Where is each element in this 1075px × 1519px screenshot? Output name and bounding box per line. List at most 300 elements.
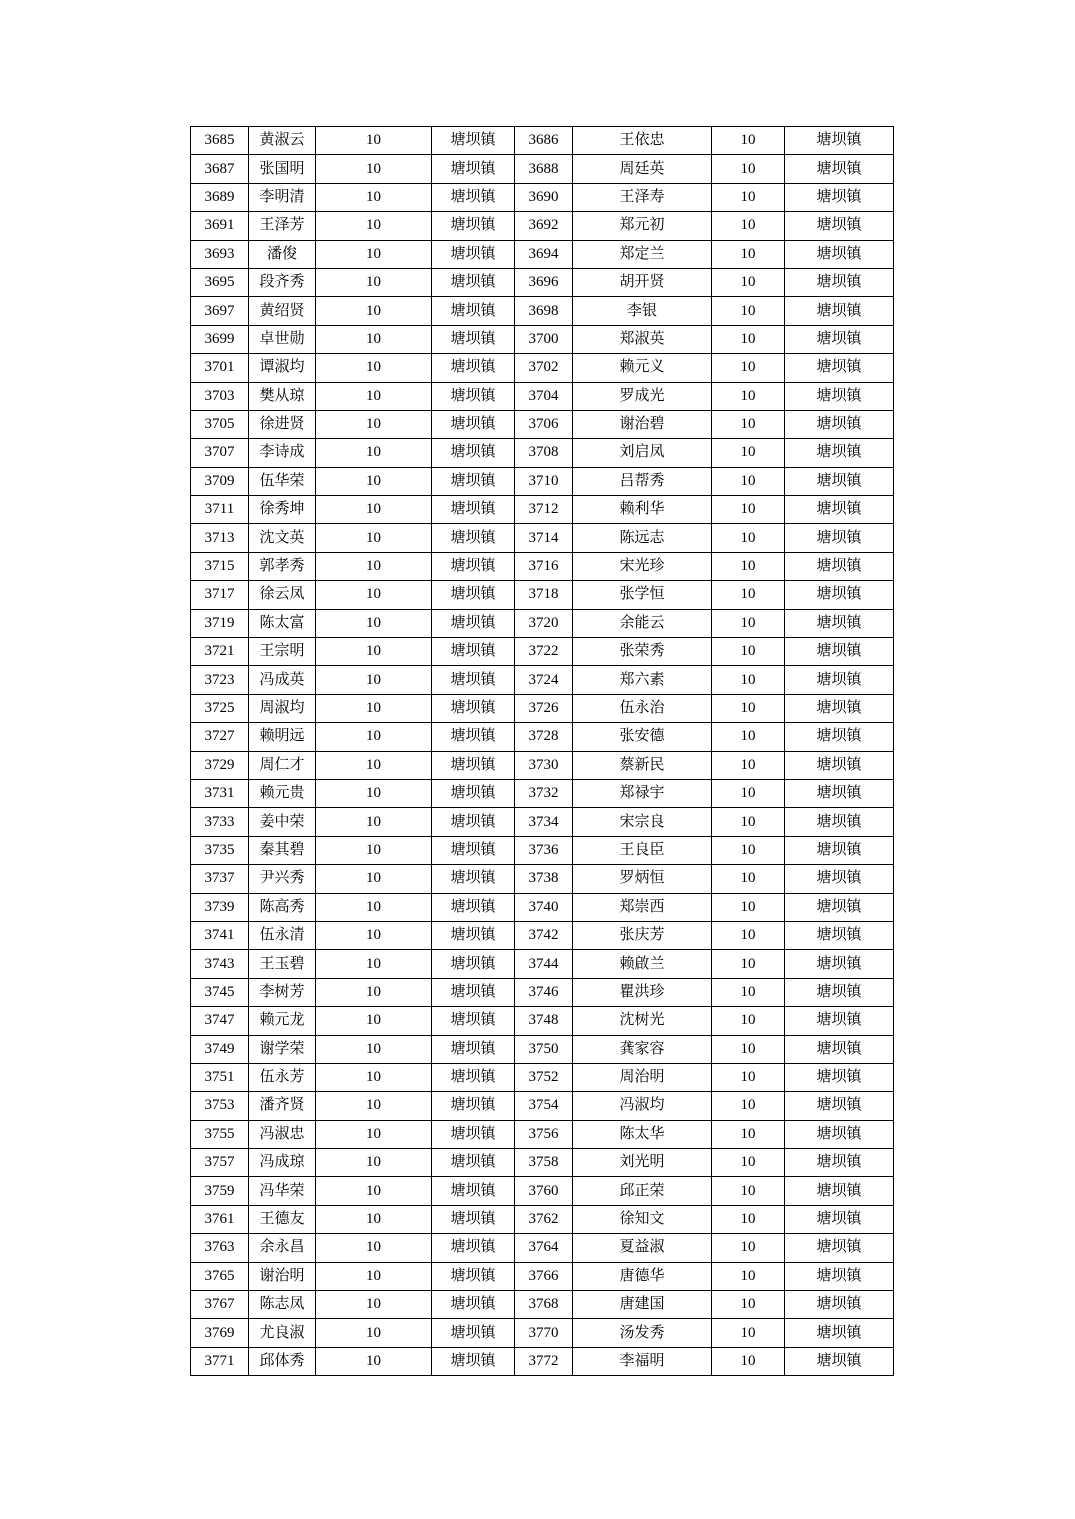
name-cell: 余永昌 xyxy=(249,1234,316,1262)
row-id-cell: 3764 xyxy=(515,1234,573,1262)
table-row xyxy=(191,865,894,893)
town-cell: 塘坝镇 xyxy=(432,723,515,751)
amount-cell: 10 xyxy=(712,1035,785,1063)
town-cell: 塘坝镇 xyxy=(432,808,515,836)
row-id-cell: 3704 xyxy=(515,382,573,410)
name-cell: 段齐秀 xyxy=(249,268,316,296)
amount-cell: 10 xyxy=(712,1149,785,1177)
amount-cell: 10 xyxy=(316,297,432,325)
row-id-cell: 3724 xyxy=(515,666,573,694)
amount-cell: 10 xyxy=(712,212,785,240)
amount-cell: 10 xyxy=(316,1035,432,1063)
table-row xyxy=(191,354,894,382)
amount-cell: 10 xyxy=(712,410,785,438)
table-row xyxy=(191,439,894,467)
town-cell: 塘坝镇 xyxy=(785,836,894,864)
town-cell: 塘坝镇 xyxy=(785,723,894,751)
town-cell: 塘坝镇 xyxy=(785,212,894,240)
town-cell: 塘坝镇 xyxy=(785,240,894,268)
row-id-cell: 3759 xyxy=(191,1177,249,1205)
amount-cell: 10 xyxy=(316,1205,432,1233)
town-cell: 塘坝镇 xyxy=(432,893,515,921)
town-cell: 塘坝镇 xyxy=(785,921,894,949)
name-cell: 王泽芳 xyxy=(249,212,316,240)
table-row xyxy=(191,1035,894,1063)
name-cell: 郑淑英 xyxy=(573,325,712,353)
amount-cell: 10 xyxy=(316,439,432,467)
row-id-cell: 3750 xyxy=(515,1035,573,1063)
town-cell: 塘坝镇 xyxy=(785,268,894,296)
amount-cell: 10 xyxy=(316,666,432,694)
town-cell: 塘坝镇 xyxy=(432,751,515,779)
name-cell: 谢治碧 xyxy=(573,410,712,438)
row-id-cell: 3769 xyxy=(191,1319,249,1347)
amount-cell: 10 xyxy=(712,751,785,779)
amount-cell: 10 xyxy=(712,155,785,183)
table-row xyxy=(191,893,894,921)
town-cell: 塘坝镇 xyxy=(432,836,515,864)
town-cell: 塘坝镇 xyxy=(785,382,894,410)
row-id-cell: 3709 xyxy=(191,467,249,495)
roster-table-body xyxy=(191,127,894,1376)
town-cell: 塘坝镇 xyxy=(785,638,894,666)
name-cell: 周廷英 xyxy=(573,155,712,183)
row-id-cell: 3731 xyxy=(191,779,249,807)
row-id-cell: 3766 xyxy=(515,1262,573,1290)
town-cell: 塘坝镇 xyxy=(785,467,894,495)
name-cell: 陈太富 xyxy=(249,609,316,637)
town-cell: 塘坝镇 xyxy=(432,552,515,580)
amount-cell: 10 xyxy=(316,1149,432,1177)
town-cell: 塘坝镇 xyxy=(432,1319,515,1347)
table-row xyxy=(191,1319,894,1347)
name-cell: 余能云 xyxy=(573,609,712,637)
amount-cell: 10 xyxy=(316,1177,432,1205)
amount-cell: 10 xyxy=(316,581,432,609)
row-id-cell: 3765 xyxy=(191,1262,249,1290)
amount-cell: 10 xyxy=(712,723,785,751)
name-cell: 周仁才 xyxy=(249,751,316,779)
amount-cell: 10 xyxy=(712,1120,785,1148)
table-row xyxy=(191,552,894,580)
row-id-cell: 3701 xyxy=(191,354,249,382)
roster-table xyxy=(190,126,894,1376)
row-id-cell: 3744 xyxy=(515,950,573,978)
town-cell: 塘坝镇 xyxy=(785,609,894,637)
town-cell: 塘坝镇 xyxy=(432,410,515,438)
amount-cell: 10 xyxy=(712,354,785,382)
town-cell: 塘坝镇 xyxy=(432,212,515,240)
amount-cell: 10 xyxy=(316,1092,432,1120)
table-row xyxy=(191,1291,894,1319)
amount-cell: 10 xyxy=(712,496,785,524)
row-id-cell: 3705 xyxy=(191,410,249,438)
amount-cell: 10 xyxy=(316,410,432,438)
town-cell: 塘坝镇 xyxy=(432,694,515,722)
amount-cell: 10 xyxy=(712,609,785,637)
amount-cell: 10 xyxy=(712,865,785,893)
row-id-cell: 3736 xyxy=(515,836,573,864)
amount-cell: 10 xyxy=(316,212,432,240)
amount-cell: 10 xyxy=(316,978,432,1006)
town-cell: 塘坝镇 xyxy=(432,1291,515,1319)
row-id-cell: 3754 xyxy=(515,1092,573,1120)
row-id-cell: 3725 xyxy=(191,694,249,722)
amount-cell: 10 xyxy=(316,268,432,296)
name-cell: 黄绍贤 xyxy=(249,297,316,325)
row-id-cell: 3730 xyxy=(515,751,573,779)
row-id-cell: 3728 xyxy=(515,723,573,751)
amount-cell: 10 xyxy=(712,808,785,836)
row-id-cell: 3745 xyxy=(191,978,249,1006)
town-cell: 塘坝镇 xyxy=(432,297,515,325)
row-id-cell: 3690 xyxy=(515,183,573,211)
row-id-cell: 3739 xyxy=(191,893,249,921)
row-id-cell: 3733 xyxy=(191,808,249,836)
table-row xyxy=(191,779,894,807)
row-id-cell: 3729 xyxy=(191,751,249,779)
name-cell: 吕帮秀 xyxy=(573,467,712,495)
name-cell: 李树芳 xyxy=(249,978,316,1006)
amount-cell: 10 xyxy=(712,779,785,807)
amount-cell: 10 xyxy=(712,467,785,495)
row-id-cell: 3762 xyxy=(515,1205,573,1233)
amount-cell: 10 xyxy=(712,978,785,1006)
row-id-cell: 3713 xyxy=(191,524,249,552)
name-cell: 陈志凤 xyxy=(249,1291,316,1319)
amount-cell: 10 xyxy=(712,297,785,325)
name-cell: 赖利华 xyxy=(573,496,712,524)
amount-cell: 10 xyxy=(316,723,432,751)
name-cell: 伍永清 xyxy=(249,921,316,949)
row-id-cell: 3694 xyxy=(515,240,573,268)
row-id-cell: 3711 xyxy=(191,496,249,524)
town-cell: 塘坝镇 xyxy=(432,524,515,552)
table-row xyxy=(191,183,894,211)
amount-cell: 10 xyxy=(316,1262,432,1290)
table-row xyxy=(191,212,894,240)
town-cell: 塘坝镇 xyxy=(785,524,894,552)
town-cell: 塘坝镇 xyxy=(432,1205,515,1233)
name-cell: 刘启凤 xyxy=(573,439,712,467)
amount-cell: 10 xyxy=(712,893,785,921)
name-cell: 徐秀坤 xyxy=(249,496,316,524)
row-id-cell: 3735 xyxy=(191,836,249,864)
amount-cell: 10 xyxy=(712,666,785,694)
town-cell: 塘坝镇 xyxy=(785,808,894,836)
name-cell: 李银 xyxy=(573,297,712,325)
row-id-cell: 3732 xyxy=(515,779,573,807)
row-id-cell: 3702 xyxy=(515,354,573,382)
name-cell: 沈文英 xyxy=(249,524,316,552)
town-cell: 塘坝镇 xyxy=(432,978,515,1006)
row-id-cell: 3703 xyxy=(191,382,249,410)
row-id-cell: 3737 xyxy=(191,865,249,893)
name-cell: 冯华荣 xyxy=(249,1177,316,1205)
table-row xyxy=(191,694,894,722)
name-cell: 郑定兰 xyxy=(573,240,712,268)
town-cell: 塘坝镇 xyxy=(785,779,894,807)
row-id-cell: 3721 xyxy=(191,638,249,666)
name-cell: 樊从琼 xyxy=(249,382,316,410)
amount-cell: 10 xyxy=(316,893,432,921)
name-cell: 陈太华 xyxy=(573,1120,712,1148)
town-cell: 塘坝镇 xyxy=(432,155,515,183)
town-cell: 塘坝镇 xyxy=(432,1092,515,1120)
town-cell: 塘坝镇 xyxy=(785,893,894,921)
amount-cell: 10 xyxy=(316,1234,432,1262)
town-cell: 塘坝镇 xyxy=(432,666,515,694)
amount-cell: 10 xyxy=(712,127,785,155)
row-id-cell: 3707 xyxy=(191,439,249,467)
table-row xyxy=(191,1120,894,1148)
row-id-cell: 3748 xyxy=(515,1007,573,1035)
amount-cell: 10 xyxy=(316,496,432,524)
name-cell: 龚家容 xyxy=(573,1035,712,1063)
town-cell: 塘坝镇 xyxy=(432,240,515,268)
town-cell: 塘坝镇 xyxy=(785,978,894,1006)
table-row xyxy=(191,581,894,609)
amount-cell: 10 xyxy=(316,751,432,779)
town-cell: 塘坝镇 xyxy=(785,127,894,155)
row-id-cell: 3719 xyxy=(191,609,249,637)
table-row xyxy=(191,609,894,637)
row-id-cell: 3708 xyxy=(515,439,573,467)
row-id-cell: 3722 xyxy=(515,638,573,666)
row-id-cell: 3749 xyxy=(191,1035,249,1063)
table-row xyxy=(191,978,894,1006)
town-cell: 塘坝镇 xyxy=(432,127,515,155)
amount-cell: 10 xyxy=(316,1319,432,1347)
town-cell: 塘坝镇 xyxy=(785,694,894,722)
name-cell: 张安德 xyxy=(573,723,712,751)
table-row xyxy=(191,638,894,666)
town-cell: 塘坝镇 xyxy=(785,354,894,382)
amount-cell: 10 xyxy=(712,183,785,211)
table-row xyxy=(191,268,894,296)
row-id-cell: 3715 xyxy=(191,552,249,580)
row-id-cell: 3761 xyxy=(191,1205,249,1233)
name-cell: 张庆芳 xyxy=(573,921,712,949)
row-id-cell: 3696 xyxy=(515,268,573,296)
table-row xyxy=(191,808,894,836)
row-id-cell: 3767 xyxy=(191,1291,249,1319)
name-cell: 李福明 xyxy=(573,1347,712,1375)
name-cell: 唐建国 xyxy=(573,1291,712,1319)
row-id-cell: 3752 xyxy=(515,1063,573,1091)
table-row xyxy=(191,751,894,779)
row-id-cell: 3687 xyxy=(191,155,249,183)
row-id-cell: 3770 xyxy=(515,1319,573,1347)
table-row xyxy=(191,524,894,552)
town-cell: 塘坝镇 xyxy=(432,496,515,524)
name-cell: 赖元龙 xyxy=(249,1007,316,1035)
town-cell: 塘坝镇 xyxy=(432,950,515,978)
table-row xyxy=(191,666,894,694)
name-cell: 赖明远 xyxy=(249,723,316,751)
name-cell: 冯淑均 xyxy=(573,1092,712,1120)
town-cell: 塘坝镇 xyxy=(432,1234,515,1262)
row-id-cell: 3716 xyxy=(515,552,573,580)
amount-cell: 10 xyxy=(316,325,432,353)
amount-cell: 10 xyxy=(712,1319,785,1347)
row-id-cell: 3760 xyxy=(515,1177,573,1205)
name-cell: 沈树光 xyxy=(573,1007,712,1035)
row-id-cell: 3695 xyxy=(191,268,249,296)
town-cell: 塘坝镇 xyxy=(785,1319,894,1347)
town-cell: 塘坝镇 xyxy=(432,354,515,382)
town-cell: 塘坝镇 xyxy=(432,1177,515,1205)
name-cell: 邱体秀 xyxy=(249,1347,316,1375)
row-id-cell: 3698 xyxy=(515,297,573,325)
town-cell: 塘坝镇 xyxy=(432,1063,515,1091)
amount-cell: 10 xyxy=(316,836,432,864)
amount-cell: 10 xyxy=(316,467,432,495)
name-cell: 赖元贵 xyxy=(249,779,316,807)
amount-cell: 10 xyxy=(316,638,432,666)
amount-cell: 10 xyxy=(316,240,432,268)
amount-cell: 10 xyxy=(712,694,785,722)
town-cell: 塘坝镇 xyxy=(785,865,894,893)
name-cell: 郑六素 xyxy=(573,666,712,694)
name-cell: 罗炳恒 xyxy=(573,865,712,893)
table-row xyxy=(191,836,894,864)
town-cell: 塘坝镇 xyxy=(785,1205,894,1233)
amount-cell: 10 xyxy=(316,1007,432,1035)
row-id-cell: 3723 xyxy=(191,666,249,694)
town-cell: 塘坝镇 xyxy=(785,1347,894,1375)
town-cell: 塘坝镇 xyxy=(785,1092,894,1120)
name-cell: 罗成光 xyxy=(573,382,712,410)
amount-cell: 10 xyxy=(316,552,432,580)
amount-cell: 10 xyxy=(712,1205,785,1233)
row-id-cell: 3763 xyxy=(191,1234,249,1262)
name-cell: 周淑均 xyxy=(249,694,316,722)
table-row xyxy=(191,1149,894,1177)
row-id-cell: 3686 xyxy=(515,127,573,155)
town-cell: 塘坝镇 xyxy=(785,183,894,211)
name-cell: 夏益淑 xyxy=(573,1234,712,1262)
row-id-cell: 3753 xyxy=(191,1092,249,1120)
name-cell: 张荣秀 xyxy=(573,638,712,666)
town-cell: 塘坝镇 xyxy=(432,268,515,296)
amount-cell: 10 xyxy=(712,1007,785,1035)
town-cell: 塘坝镇 xyxy=(432,382,515,410)
table-row xyxy=(191,1092,894,1120)
town-cell: 塘坝镇 xyxy=(432,638,515,666)
row-id-cell: 3692 xyxy=(515,212,573,240)
row-id-cell: 3746 xyxy=(515,978,573,1006)
name-cell: 郑崇西 xyxy=(573,893,712,921)
name-cell: 谢学荣 xyxy=(249,1035,316,1063)
row-id-cell: 3689 xyxy=(191,183,249,211)
row-id-cell: 3747 xyxy=(191,1007,249,1035)
town-cell: 塘坝镇 xyxy=(432,1035,515,1063)
amount-cell: 10 xyxy=(316,808,432,836)
table-row xyxy=(191,1177,894,1205)
name-cell: 冯成琼 xyxy=(249,1149,316,1177)
town-cell: 塘坝镇 xyxy=(785,950,894,978)
name-cell: 冯成英 xyxy=(249,666,316,694)
name-cell: 王宗明 xyxy=(249,638,316,666)
amount-cell: 10 xyxy=(712,552,785,580)
table-row xyxy=(191,155,894,183)
town-cell: 塘坝镇 xyxy=(785,666,894,694)
table-row xyxy=(191,1205,894,1233)
name-cell: 尹兴秀 xyxy=(249,865,316,893)
name-cell: 潘俊 xyxy=(249,240,316,268)
name-cell: 张国明 xyxy=(249,155,316,183)
row-id-cell: 3740 xyxy=(515,893,573,921)
town-cell: 塘坝镇 xyxy=(785,751,894,779)
row-id-cell: 3742 xyxy=(515,921,573,949)
name-cell: 邱正荣 xyxy=(573,1177,712,1205)
town-cell: 塘坝镇 xyxy=(432,467,515,495)
name-cell: 冯淑忠 xyxy=(249,1120,316,1148)
town-cell: 塘坝镇 xyxy=(785,581,894,609)
row-id-cell: 3717 xyxy=(191,581,249,609)
name-cell: 王良臣 xyxy=(573,836,712,864)
name-cell: 徐云凤 xyxy=(249,581,316,609)
town-cell: 塘坝镇 xyxy=(432,439,515,467)
amount-cell: 10 xyxy=(712,1347,785,1375)
row-id-cell: 3712 xyxy=(515,496,573,524)
row-id-cell: 3699 xyxy=(191,325,249,353)
name-cell: 伍永芳 xyxy=(249,1063,316,1091)
table-row xyxy=(191,1007,894,1035)
amount-cell: 10 xyxy=(712,1262,785,1290)
row-id-cell: 3738 xyxy=(515,865,573,893)
amount-cell: 10 xyxy=(316,127,432,155)
name-cell: 徐进贤 xyxy=(249,410,316,438)
town-cell: 塘坝镇 xyxy=(785,496,894,524)
town-cell: 塘坝镇 xyxy=(785,297,894,325)
table-row xyxy=(191,410,894,438)
row-id-cell: 3757 xyxy=(191,1149,249,1177)
amount-cell: 10 xyxy=(316,1291,432,1319)
amount-cell: 10 xyxy=(316,1120,432,1148)
row-id-cell: 3734 xyxy=(515,808,573,836)
town-cell: 塘坝镇 xyxy=(432,779,515,807)
row-id-cell: 3756 xyxy=(515,1120,573,1148)
town-cell: 塘坝镇 xyxy=(785,1177,894,1205)
amount-cell: 10 xyxy=(712,439,785,467)
row-id-cell: 3714 xyxy=(515,524,573,552)
table-row xyxy=(191,127,894,155)
row-id-cell: 3726 xyxy=(515,694,573,722)
table-row xyxy=(191,1347,894,1375)
row-id-cell: 3751 xyxy=(191,1063,249,1091)
table-row xyxy=(191,297,894,325)
amount-cell: 10 xyxy=(712,836,785,864)
town-cell: 塘坝镇 xyxy=(432,1007,515,1035)
name-cell: 伍华荣 xyxy=(249,467,316,495)
name-cell: 胡开贤 xyxy=(573,268,712,296)
town-cell: 塘坝镇 xyxy=(785,1291,894,1319)
table-row xyxy=(191,723,894,751)
town-cell: 塘坝镇 xyxy=(432,1149,515,1177)
name-cell: 王德友 xyxy=(249,1205,316,1233)
name-cell: 尤良淑 xyxy=(249,1319,316,1347)
name-cell: 王玉碧 xyxy=(249,950,316,978)
amount-cell: 10 xyxy=(712,638,785,666)
row-id-cell: 3771 xyxy=(191,1347,249,1375)
amount-cell: 10 xyxy=(712,268,785,296)
table-row xyxy=(191,1234,894,1262)
amount-cell: 10 xyxy=(316,609,432,637)
amount-cell: 10 xyxy=(712,950,785,978)
name-cell: 刘光明 xyxy=(573,1149,712,1177)
